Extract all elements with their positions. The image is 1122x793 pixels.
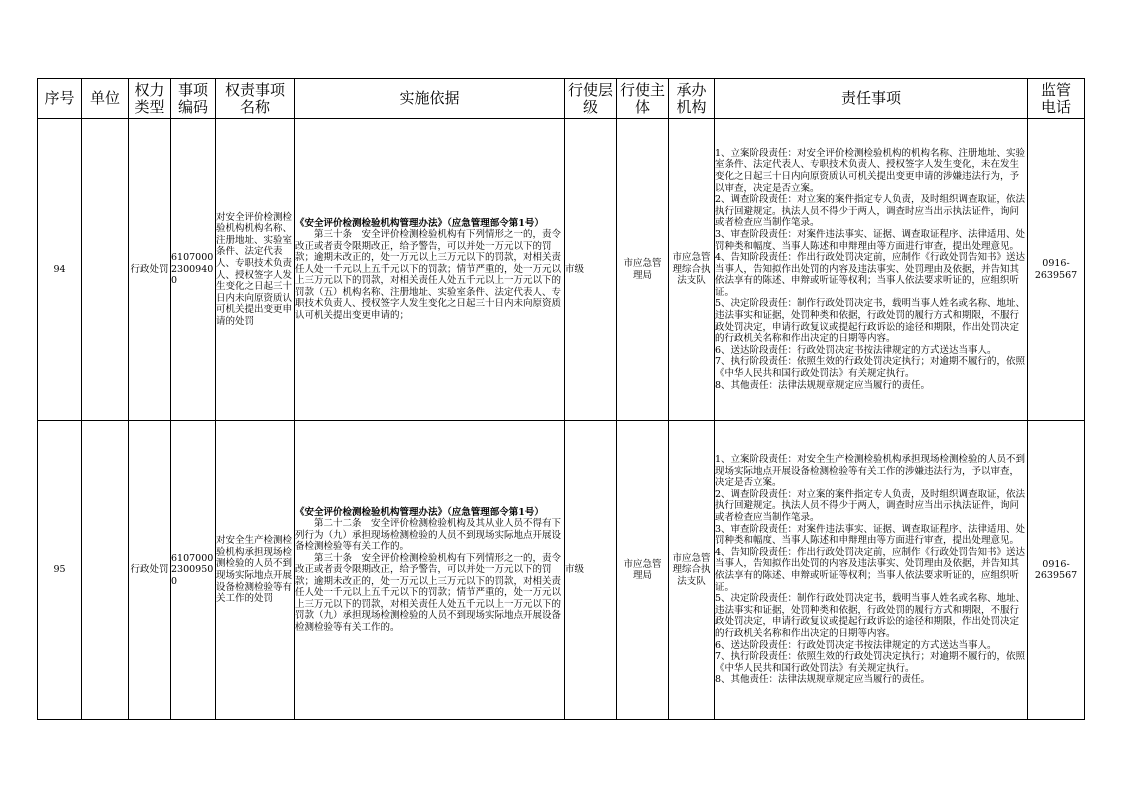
header-seq: 序号	[38, 79, 82, 119]
header-level: 行使层级	[565, 79, 617, 119]
responsibility-item: 2、调查阶段责任：对立案的案件指定专人负责，及时组织调查取证，依法执行回避规定。执法人员不得少于两人，调查时应当出示执法证件，询问或者检查应当制作笔录。	[715, 488, 1026, 524]
cell-basis	[295, 119, 565, 421]
header-agency: 承办机构	[669, 79, 715, 119]
header-responsibility: 责任事项	[715, 79, 1028, 119]
header-phone: 监管电话	[1028, 79, 1085, 119]
basis-title: 《安全评价检测检验机构管理办法》（应急管理部令第1号）	[295, 506, 544, 518]
responsibility-item: 4、告知阶段责任：作出行政处罚决定前，应制作《行政处罚告知书》送达当事人，告知拟作出处罚的内容及违法事实、处罚理由及依据，并告知其依法享有的陈述、申辩或听证等权利；当事人依法要求听证的，应组织听证。	[715, 252, 1026, 298]
responsibility-item: 8、其他责任：法律法规规章规定应当履行的责任。	[715, 379, 931, 391]
responsibility-item: 2、调查阶段责任：对立案的案件指定专人负责，及时组织调查取证，依法执行回避规定。执法人员不得少于两人，调查时应当出示执法证件，询问或者检查应当制作笔录。	[715, 194, 1026, 229]
table-header-row	[38, 79, 1085, 119]
basis-paragraph: 第三十条 安全评价检测检验机构有下列情形之一的，责令改正或者责令限期改正，给予警告，可以并处一万元以下的罚款；逾期未改正的，处一万元以上三万元以下的罚款，对相关责任人处一千元以上五千元以下的罚款；情节严重的，处一万元以上三万元以下的罚款，对相关责任人处五千元以上一万元以下的罚款（九）承担现场检测检验的人员不到现场实际地点开展设备检测检验等有关工作的。	[295, 552, 562, 633]
cell-item-name: 对安全评价检测检验机构机构名称、注册地址、实验室条件、法定代表人、专职技术负责人、授权签字人发生变化之日起三十日内未向原资质认可机关提出变更申请的处罚	[216, 119, 295, 421]
cell-subject: 市应急管理局	[617, 119, 669, 421]
cell-basis	[295, 421, 565, 720]
responsibility-item: 3、审查阶段责任：对案件违法事实、证据、调查取证程序、法律适用、处罚种类和幅度、当事人陈述和申辩理由等方面进行审查，提出处理意见。	[715, 228, 1026, 252]
cell-power-type: 行政处罚	[129, 421, 171, 720]
responsibility-item: 6、送达阶段责任：行政处罚决定书按法律规定的方式送达当事人。	[715, 639, 997, 651]
cell-item-code: 610700023009500	[171, 421, 216, 720]
cell-unit	[82, 421, 129, 720]
responsibility-item: 6、送达阶段责任：行政处罚决定书按法律规定的方式送达当事人。	[715, 344, 997, 356]
header-item-name: 权责事项名称	[216, 79, 295, 119]
responsibility-item: 5、决定阶段责任：制作行政处罚决定书，载明当事人姓名或名称、地址、违法事实和证据，处罚种类和依据，行政处罚的履行方式和期限，不服行政处罚决定，申请行政复议或提起行政诉讼的途径和期限，作出处罚决定的行政机关名称和作出决定的日期等内容。	[715, 593, 1026, 639]
basis-paragraph: 第三十条 安全评价检测检验机构有下列情形之一的，责令改正或者责令限期改正，给予警告，可以并处一万元以下的罚款；逾期未改正的，处一万元以上三万元以下的罚款，对相关责任人处一千元以上五千元以下的罚款；情节严重的，处一万元以上三万元以下的罚款，对相关责任人处五千元以上一万元以下的罚款（五）机构名称、注册地址、实验室条件、法定代表人、专职技术负责人、授权签字人发生变化之日起三十日内未向原资质认可机关提出变更申请的；	[295, 229, 562, 321]
cell-agency: 市应急管理综合执法支队	[669, 119, 715, 421]
header-basis: 实施依据	[295, 79, 565, 119]
cell-responsibility	[715, 421, 1028, 720]
header-unit: 单位	[82, 79, 129, 119]
table-row	[38, 421, 1085, 720]
cell-phone: 0916-2639567	[1028, 119, 1085, 421]
cell-unit	[82, 119, 129, 421]
cell-subject: 市应急管理局	[617, 421, 669, 720]
cell-responsibility	[715, 119, 1028, 421]
header-power-type: 权力类型	[129, 79, 171, 119]
basis-title: 《安全评价检测检验机构管理办法》（应急管理部令第1号）	[295, 217, 544, 229]
header-subject: 行使主体	[617, 79, 669, 119]
responsibility-item: 1、立案阶段责任：对安全评价检测检验机构的机构名称、注册地址、实验室条件、法定代表人、专职技术负责人、授权签字人发生变化，未在发生变化之日起三十日内向原资质认可机关提出变更申请的涉嫌违法行为，予以审查，决定是否立案。	[715, 147, 1026, 194]
power-list-table	[37, 78, 1085, 720]
table-row	[38, 119, 1085, 421]
responsibility-item: 7、执行阶段责任：依照生效的行政处罚决定执行；对逾期不履行的，依照《中华人民共和国行政处罚法》有关规定执行。	[715, 651, 1026, 674]
responsibility-item: 7、执行阶段责任：依照生效的行政处罚决定执行；对逾期不履行的，依照《中华人民共和国行政处罚法》有关规定执行。	[715, 356, 1026, 380]
header-item-code: 事项编码	[171, 79, 216, 119]
basis-paragraph: 第二十二条 安全评价检测检验机构及其从业人员不得有下列行为（九）承担现场检测检验的人员不到现场实际地点开展设备检测检验等有关工作的。	[295, 518, 562, 553]
cell-phone: 0916-2639567	[1028, 421, 1085, 720]
responsibility-item: 4、告知阶段责任：作出行政处罚决定前，应制作《行政处罚告知书》送达当事人，告知拟作出处罚的内容及违法事实、处罚理由及依据，并告知其依法享有的陈述、申辩或听证等权利；当事人依法要求听证的，应组织听证。	[715, 546, 1026, 593]
cell-item-code: 610700023009400	[171, 119, 216, 421]
cell-item-name: 对安全生产检测检验机构承担现场检测检验的人员不到现场实际地点开展设备检测检验等有关工作的处罚	[216, 421, 295, 720]
cell-level: 市级	[565, 119, 617, 421]
cell-seq: 95	[38, 421, 82, 720]
responsibility-item: 3、审查阶段责任：对案件违法事实、证据、调查取证程序、法律适用、处罚种类和幅度、当事人陈述和申辩理由等方面进行审查，提出处理意见。	[715, 523, 1026, 547]
cell-level: 市级	[565, 421, 617, 720]
responsibility-item: 8、其他责任：法律法规规章规定应当履行的责任。	[715, 674, 931, 686]
cell-power-type: 行政处罚	[129, 119, 171, 421]
cell-seq: 94	[38, 119, 82, 421]
responsibility-item: 5、决定阶段责任：制作行政处罚决定书，载明当事人姓名或名称、地址、违法事实和证据，处罚种类和依据，行政处罚的履行方式和期限，不服行政处罚决定，申请行政复议或提起行政诉讼的途径和期限，作出处罚决定的行政机关名称和作出决定的日期等内容。	[715, 298, 1026, 345]
responsibility-item: 1、立案阶段责任：对安全生产检测检验机构承担现场检测检验的人员不到现场实际地点开展设备检测检验等有关工作的涉嫌违法行为，予以审查，决定是否立案。	[715, 454, 1026, 489]
cell-agency: 市应急管理综合执法支队	[669, 421, 715, 720]
